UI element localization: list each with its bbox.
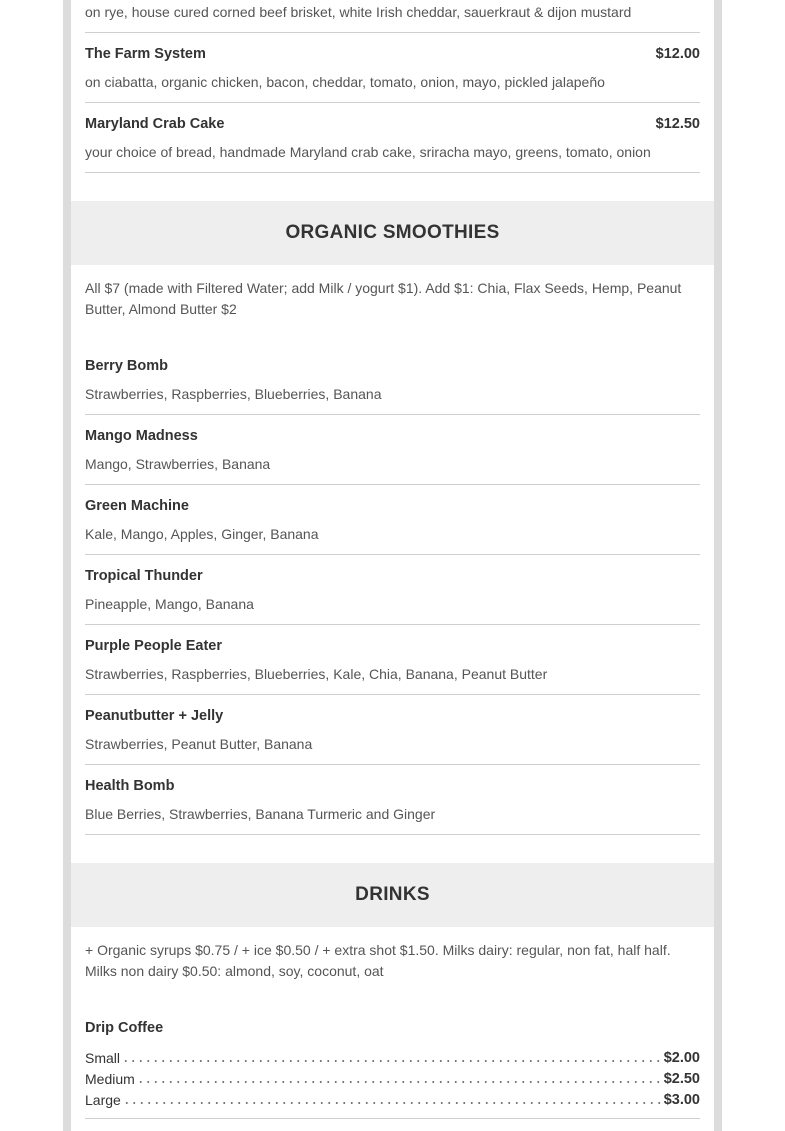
menu-item-crab-cake [85, 116, 700, 173]
item-description: Kale, Mango, Apples, Ginger, Banana [85, 526, 319, 542]
menu-item-farm-system [85, 46, 700, 103]
size-price: $2.00 [663, 1050, 700, 1066]
size-row-medium [85, 1067, 700, 1087]
item-description: Strawberries, Raspberries, Blueberries, Banana [85, 386, 382, 402]
menu-item-health-bomb [85, 778, 700, 835]
section-intro-drinks: + Organic syrups $0.75 / + ice $0.50 / + extra shot $1.50. Milks dairy: regular, non fat, half half. Milks non dairy $0.50: almond, soy, coconut, oat [85, 942, 671, 979]
size-price: $2.50 [663, 1071, 700, 1087]
item-description: on rye, house cured corned beef brisket, white Irish cheddar, sauerkraut & dijon mustard [85, 4, 632, 20]
size-label: Small [85, 1050, 121, 1066]
item-name: Peanutbutter + Jelly [85, 708, 224, 724]
item-name: Berry Bomb [85, 358, 168, 374]
item-name: The Farm System [85, 46, 206, 62]
section-title: ORGANIC SMOOTHIES [285, 222, 500, 243]
size-label: Medium [85, 1071, 135, 1087]
menu-item-mango-madness [85, 428, 700, 485]
item-description: Mango, Strawberries, Banana [85, 456, 271, 472]
item-name: Green Machine [85, 498, 189, 514]
menu-item-tropical-thunder [85, 568, 700, 625]
section-header-smoothies [71, 201, 714, 265]
size-price: $3.00 [663, 1092, 700, 1108]
item-description: Strawberries, Raspberries, Blueberries, Kale, Chia, Banana, Peanut Butter [85, 666, 548, 682]
dot-leader [122, 1060, 662, 1062]
item-price: $12.50 [655, 116, 700, 132]
menu-item-peanutbutter-jelly [85, 708, 700, 765]
item-description: Pineapple, Mango, Banana [85, 596, 254, 612]
size-row-large [85, 1088, 700, 1108]
section-title: DRINKS [355, 884, 430, 905]
item-name: Maryland Crab Cake [85, 116, 225, 132]
item-description: Strawberries, Peanut Butter, Banana [85, 736, 313, 752]
menu-item-purple-people-eater [85, 638, 700, 695]
menu-item-green-machine [85, 498, 700, 555]
item-description: on ciabatta, organic chicken, bacon, cheddar, tomato, onion, mayo, pickled jalapeño [85, 74, 605, 90]
dot-leader [123, 1102, 662, 1104]
size-row-small [85, 1046, 700, 1066]
item-price: $12.00 [655, 46, 700, 62]
dot-leader [137, 1081, 662, 1083]
item-name: Purple People Eater [85, 638, 222, 654]
item-name: Mango Madness [85, 428, 198, 444]
item-description: Blue Berries, Strawberries, Banana Turmeric and Ginger [85, 806, 436, 822]
item-name: Drip Coffee [85, 1020, 164, 1036]
item-name: Tropical Thunder [85, 568, 203, 584]
section-intro-smoothies: All $7 (made with Filtered Water; add Milk / yogurt $1). Add $1: Chia, Flax Seeds, Hemp, Peanut Butter, Almond Butter $2 [85, 280, 682, 317]
item-description: your choice of bread, handmade Maryland crab cake, sriracha mayo, greens, tomato, onion [85, 144, 651, 160]
section-header-drinks [71, 863, 714, 927]
menu-item-top [85, 0, 700, 33]
size-label: Large [85, 1092, 121, 1108]
item-name: Health Bomb [85, 778, 175, 794]
menu-item-berry-bomb [85, 358, 700, 415]
menu-panel [71, 0, 714, 1131]
